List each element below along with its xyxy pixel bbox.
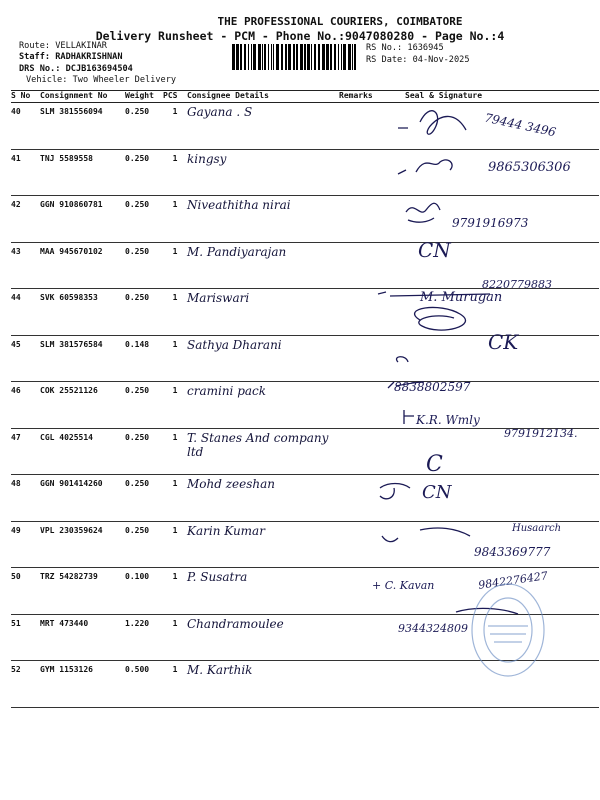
signature-44-phone: 8220779883	[482, 278, 552, 291]
cell-remarks	[339, 428, 383, 475]
company-seal-stamp-icon	[468, 580, 548, 680]
cell-sno: 45	[11, 335, 40, 382]
cell-consignee: Chandramoulee	[187, 614, 339, 661]
signature-48: C	[426, 452, 443, 477]
runsheet-subtitle: Delivery Runsheet - PCM - Phone No.:9047080280 - Page No.:4	[95, 29, 505, 43]
col-consignment: Consignment No	[40, 91, 125, 103]
rs-no-value: 1636945	[407, 43, 444, 53]
cell-pcs: 1	[163, 614, 187, 661]
table-row	[11, 475, 599, 522]
signature-50-name: Husaarch	[512, 523, 562, 534]
cell-consignee: M. Karthik	[187, 661, 339, 708]
company-title: THE PROFESSIONAL COURIERS, COIMBATORE	[217, 15, 463, 28]
cell-consignment-no: MRT 473440	[40, 614, 125, 661]
cell-consignee: Niveathitha nirai	[187, 196, 339, 243]
col-pcs: PCS	[163, 91, 187, 103]
rs-no-line: RS No.: 1636945	[366, 43, 444, 53]
cell-weight: 0.250	[125, 428, 163, 475]
barcode-bar	[343, 44, 346, 70]
barcode-bar	[258, 44, 261, 70]
barcode-bar	[236, 44, 239, 70]
signature-44-name: M. Murugan	[420, 290, 503, 305]
cell-remarks	[339, 335, 383, 382]
barcode-bar	[264, 44, 266, 70]
cell-remarks	[339, 242, 383, 289]
signature-49: CN	[422, 482, 452, 503]
cell-pcs: 1	[163, 149, 187, 196]
cell-pcs: 1	[163, 521, 187, 568]
barcode-bar	[300, 44, 303, 70]
barcode-bar	[281, 44, 283, 70]
cell-remarks	[339, 103, 383, 150]
signature-41: 9865306306	[488, 160, 571, 175]
barcode-bar	[322, 44, 325, 70]
cell-sno: 46	[11, 382, 40, 429]
barcode-bar	[232, 44, 235, 70]
barcode-bar	[296, 44, 298, 70]
cell-consignment-no: MAA 945670102	[40, 242, 125, 289]
cell-pcs: 1	[163, 382, 187, 429]
barcode-bar	[348, 44, 351, 70]
cell-weight: 0.148	[125, 335, 163, 382]
barcode-bar	[341, 44, 342, 70]
signature-43: CN	[418, 238, 451, 262]
barcode-bar	[244, 44, 246, 70]
signature-51-name: + C. Kavan	[372, 579, 435, 592]
barcode-icon	[232, 44, 360, 70]
cell-seal-signature	[383, 475, 599, 522]
cell-remarks	[339, 661, 383, 708]
cell-pcs: 1	[163, 289, 187, 336]
signature-51-phone: 9842276427	[477, 569, 549, 592]
barcode-bar	[304, 44, 306, 70]
barcode-bar	[318, 44, 320, 70]
cell-consignment-no: CGL 4025514	[40, 428, 125, 475]
cell-sno: 48	[11, 475, 40, 522]
drs-value: DCJB163694504	[65, 64, 133, 74]
table-header-row	[11, 91, 599, 103]
signature-47-phone: 9791912134.	[504, 427, 578, 440]
staff-value: RADHAKRISHNAN	[55, 52, 123, 62]
barcode-bar	[273, 44, 274, 70]
cell-consignment-no: SLM 381556094	[40, 103, 125, 150]
cell-consignment-no: TNJ 5589558	[40, 149, 125, 196]
cell-consignee: cramini pack	[187, 382, 339, 429]
col-seal-signature: Seal & Signature	[383, 91, 599, 103]
cell-weight: 0.250	[125, 103, 163, 150]
vehicle-value: Two Wheeler Delivery	[72, 75, 177, 85]
barcode-bar	[293, 44, 295, 70]
cell-sno: 49	[11, 521, 40, 568]
cell-consignee: Mohd zeeshan	[187, 475, 339, 522]
barcode-bar	[352, 44, 353, 70]
cell-consignment-no: GGN 910860781	[40, 196, 125, 243]
cell-consignee: T. Stanes And company ltd	[187, 428, 339, 475]
cell-weight: 1.220	[125, 614, 163, 661]
cell-consignee: Gayana . S	[187, 103, 339, 150]
cell-pcs: 1	[163, 568, 187, 615]
barcode-bar	[311, 44, 312, 70]
table-row	[11, 382, 599, 429]
col-remarks: Remarks	[339, 91, 383, 103]
cell-sno: 42	[11, 196, 40, 243]
cell-consignment-no: COK 25521126	[40, 382, 125, 429]
barcode-bar	[271, 44, 272, 70]
barcode-bar	[307, 44, 310, 70]
cell-weight: 0.100	[125, 568, 163, 615]
barcode-bar	[326, 44, 329, 70]
col-sno: S No	[11, 91, 40, 103]
signature-40: 79444 3496	[483, 110, 558, 140]
cell-pcs: 1	[163, 661, 187, 708]
cell-pcs: 1	[163, 428, 187, 475]
barcode-bar	[240, 44, 242, 70]
route-value: VELLAKINAR	[55, 41, 107, 51]
cell-consignment-no: VPL 230359624	[40, 521, 125, 568]
col-consignee: Consignee Details	[187, 91, 339, 103]
cell-sno: 52	[11, 661, 40, 708]
barcode-bar	[262, 44, 263, 70]
cell-remarks	[339, 614, 383, 661]
signature-47-name: K.R. Wmly	[416, 413, 480, 427]
cell-consignment-no: GGN 901414260	[40, 475, 125, 522]
cell-remarks	[339, 289, 383, 336]
signature-50-phone: 9843369777	[474, 545, 551, 559]
staff-line: Staff: RADHAKRISHNAN	[19, 52, 123, 62]
cell-consignee: Sathya Dharani	[187, 335, 339, 382]
cell-weight: 0.250	[125, 521, 163, 568]
cell-weight: 0.250	[125, 382, 163, 429]
barcode-bar	[253, 44, 256, 70]
col-weight: Weight	[125, 91, 163, 103]
signature-52: 9344324809	[398, 622, 468, 635]
barcode-bar	[268, 44, 269, 70]
cell-remarks	[339, 196, 383, 243]
cell-sno: 44	[11, 289, 40, 336]
cell-weight: 0.250	[125, 289, 163, 336]
route-line: Route: VELLAKINAR	[19, 41, 107, 51]
cell-pcs: 1	[163, 475, 187, 522]
barcode-bar	[285, 44, 287, 70]
rs-date-line: RS Date: 04-Nov-2025	[366, 55, 470, 65]
barcode-bar	[248, 44, 249, 70]
vehicle-line: Vehicle: Two Wheeler Delivery	[26, 75, 177, 85]
barcode-bar	[314, 44, 316, 70]
cell-weight: 0.500	[125, 661, 163, 708]
cell-consignment-no: SLM 381576584	[40, 335, 125, 382]
barcode-bar	[354, 44, 356, 70]
barcode-bar	[288, 44, 291, 70]
barcode-bar	[338, 44, 339, 70]
cell-sno: 40	[11, 103, 40, 150]
cell-remarks	[339, 382, 383, 429]
cell-pcs: 1	[163, 196, 187, 243]
cell-consignment-no: TRZ 54282739	[40, 568, 125, 615]
cell-weight: 0.250	[125, 242, 163, 289]
cell-weight: 0.250	[125, 475, 163, 522]
drs-line: DRS No.: DCJB163694504	[19, 64, 133, 74]
cell-sno: 50	[11, 568, 40, 615]
cell-consignee: Mariswari	[187, 289, 339, 336]
cell-consignee: M. Pandiyarajan	[187, 242, 339, 289]
barcode-bar	[334, 44, 336, 70]
cell-consignee: kingsy	[187, 149, 339, 196]
cell-sno: 51	[11, 614, 40, 661]
cell-remarks	[339, 521, 383, 568]
cell-consignment-no: GYM 1153126	[40, 661, 125, 708]
barcode-bar	[251, 44, 252, 70]
cell-remarks	[339, 475, 383, 522]
signature-45: CK	[488, 330, 519, 354]
cell-sno: 41	[11, 149, 40, 196]
cell-consignee: P. Susatra	[187, 568, 339, 615]
cell-consignment-no: SVK 60598353	[40, 289, 125, 336]
signature-46: 8838802597	[394, 380, 471, 394]
barcode-bar	[276, 44, 279, 70]
cell-weight: 0.250	[125, 149, 163, 196]
table-row	[11, 289, 599, 336]
cell-remarks	[339, 149, 383, 196]
cell-consignee: Karin Kumar	[187, 521, 339, 568]
rs-date-value: 04-Nov-2025	[412, 55, 470, 65]
cell-pcs: 1	[163, 335, 187, 382]
barcode-bar	[330, 44, 332, 70]
cell-pcs: 1	[163, 242, 187, 289]
cell-sno: 43	[11, 242, 40, 289]
cell-pcs: 1	[163, 103, 187, 150]
signature-42: 9791916973	[452, 216, 529, 230]
cell-weight: 0.250	[125, 196, 163, 243]
cell-sno: 47	[11, 428, 40, 475]
